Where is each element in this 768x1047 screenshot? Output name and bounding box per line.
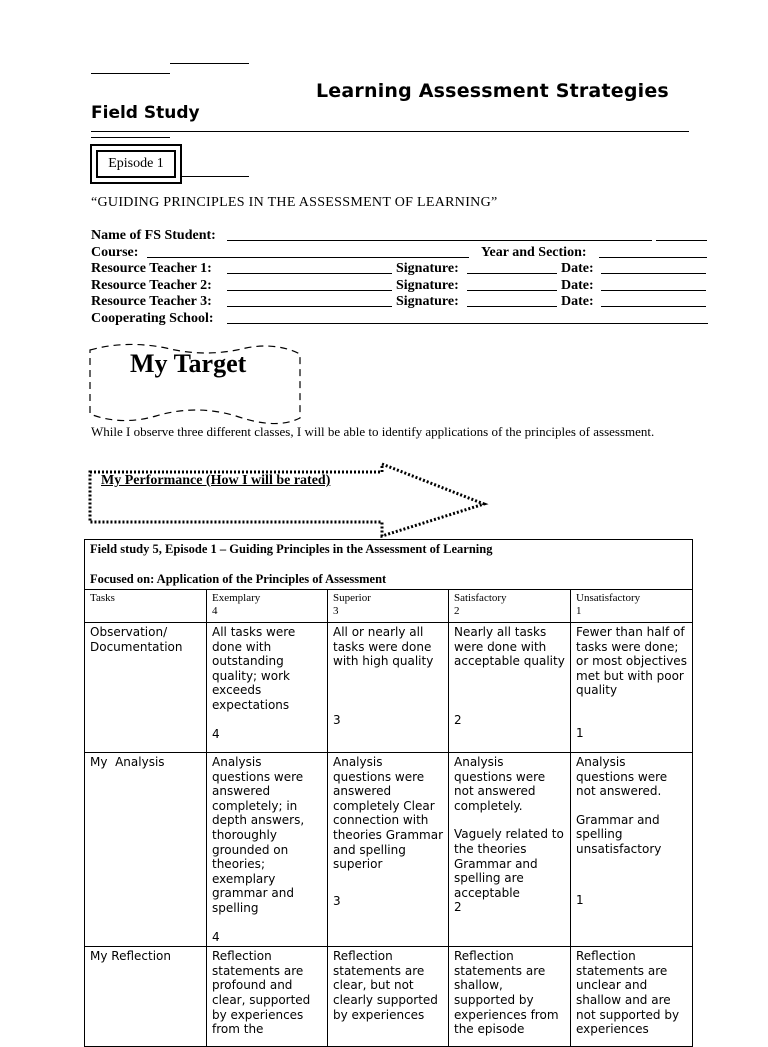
- exemplary-cell: Reflection statements are profound and clear, supported by experiences from the: [207, 947, 328, 1047]
- rubric-header-row: [85, 590, 693, 623]
- exemplary-cell: Analysis questions were answered completely; in depth answers, thoroughly grounded on theories; exemplary grammar and spelling 4: [207, 753, 328, 947]
- header-rule-long: [91, 131, 689, 132]
- episode-label: Episode 1: [96, 150, 176, 178]
- rubric-title-row: [85, 540, 693, 590]
- target-description: While I observe three different classes, I will be able to identify applications of the principles of assessment.: [91, 424, 655, 439]
- name-field[interactable]: [227, 228, 652, 241]
- cooperating-school-label: Cooperating School:: [91, 310, 214, 326]
- year-section-field[interactable]: [599, 245, 707, 258]
- resource-teacher-1-field[interactable]: [227, 261, 392, 274]
- guiding-principles-title: “GUIDING PRINCIPLES IN THE ASSESSMENT OF LEARNING”: [91, 195, 498, 210]
- column-header-unsatisfactory: Unsatisfactory 1: [571, 590, 693, 623]
- table-row: [85, 753, 693, 947]
- rubric-focus: Focused on: Application of the Principles of Assessment: [90, 572, 387, 586]
- document-title: Learning Assessment Strategies: [316, 80, 669, 102]
- column-header-superior: Superior 3: [328, 590, 449, 623]
- rubric-table: [84, 539, 693, 1047]
- signature-2-field[interactable]: [467, 278, 557, 291]
- exemplary-score: 4: [212, 605, 218, 617]
- year-section-label: Year and Section:: [481, 244, 587, 260]
- header-rule-short-1: [91, 73, 170, 74]
- signature-3-field[interactable]: [467, 294, 557, 307]
- task-cell: Observation/ Documentation: [85, 623, 207, 753]
- exemplary-cell: All tasks were done with outstanding quality; work exceeds expectations 4: [207, 623, 328, 753]
- unsatisfactory-score: 1: [576, 605, 582, 617]
- satisfactory-score: 2: [454, 605, 460, 617]
- unsatisfactory-cell: Analysis questions were not answered. Grammar and spelling unsatisfactory 1: [571, 753, 693, 947]
- course-label: Course:: [91, 244, 139, 260]
- document-subtitle: Field Study: [91, 103, 200, 123]
- cooperating-school-field[interactable]: [227, 311, 708, 324]
- date-1-field[interactable]: [601, 261, 706, 274]
- signature-3-label: Signature:: [396, 294, 459, 309]
- column-header-satisfactory: Satisfactory 2: [449, 590, 571, 623]
- superior-cell: Reflection statements are clear, but not clearly supported by experiences: [328, 947, 449, 1047]
- date-2-field[interactable]: [601, 278, 706, 291]
- header-rule-short-2: [170, 63, 249, 64]
- rubric-title-cell: [85, 540, 693, 590]
- name-field-extra[interactable]: [656, 228, 707, 241]
- date-3-label: Date:: [561, 294, 594, 309]
- task-cell: My Analysis: [85, 753, 207, 947]
- student-info-form: [91, 228, 711, 327]
- unsatisfactory-cell: Reflection statements are unclear and shallow and are not supported by experiences: [571, 947, 693, 1047]
- date-1-label: Date:: [561, 261, 594, 276]
- column-header-tasks: Tasks: [85, 590, 207, 623]
- table-row: [85, 947, 693, 1047]
- episode-box: [90, 144, 182, 184]
- resource-teacher-3-label: Resource Teacher 3:: [91, 294, 212, 309]
- my-target-heading: My Target: [130, 349, 247, 378]
- my-performance-heading: My Performance (How I will be rated): [101, 473, 331, 488]
- superior-cell: All or nearly all tasks were done with high quality 3: [328, 623, 449, 753]
- resource-teacher-2-label: Resource Teacher 2:: [91, 277, 212, 293]
- superior-score: 3: [333, 605, 339, 617]
- episode-rule: [182, 176, 249, 177]
- rubric-title: Field study 5, Episode 1 – Guiding Principles in the Assessment of Learning: [90, 542, 493, 556]
- date-2-label: Date:: [561, 277, 594, 293]
- task-cell: My Reflection: [85, 947, 207, 1047]
- date-3-field[interactable]: [601, 294, 706, 307]
- name-label: Name of FS Student:: [91, 228, 216, 243]
- table-row: [85, 623, 693, 753]
- signature-1-field[interactable]: [467, 261, 557, 274]
- column-header-exemplary: Exemplary 4: [207, 590, 328, 623]
- unsatisfactory-cell: Fewer than half of tasks were done; or most objectives met but with poor quality 1: [571, 623, 693, 753]
- resource-teacher-3-field[interactable]: [227, 294, 392, 307]
- signature-2-label: Signature:: [396, 277, 459, 293]
- satisfactory-cell: Reflection statements are shallow, supported by experiences from the episode: [449, 947, 571, 1047]
- resource-teacher-1-label: Resource Teacher 1:: [91, 261, 212, 276]
- performance-arrow-shape: [86, 460, 490, 538]
- superior-cell: Analysis questions were answered completely Clear connection with theories Grammar and spelling superior 3: [328, 753, 449, 947]
- signature-1-label: Signature:: [396, 261, 459, 276]
- resource-teacher-2-field[interactable]: [227, 278, 392, 291]
- course-field[interactable]: [147, 245, 469, 258]
- satisfactory-cell: Nearly all tasks were done with acceptable quality 2: [449, 623, 571, 753]
- header-rule-short-3: [91, 137, 170, 138]
- satisfactory-cell: Analysis questions were not answered completely. Vaguely related to the theories Grammar and spelling are acceptable 2: [449, 753, 571, 947]
